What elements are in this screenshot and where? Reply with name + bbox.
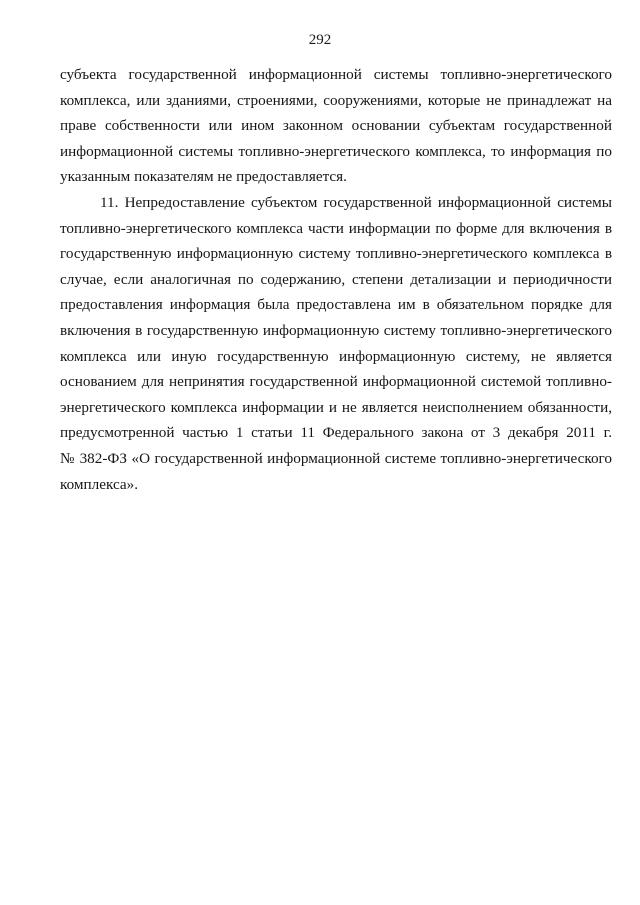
text-line: предусмотренной частью 1 статьи 11 Федерального закона от 3 декабря 2011 г. — [60, 424, 612, 442]
text-line: предоставления информация была предоставлена им в обязательном порядке для — [60, 296, 612, 314]
text-line: информационной системы топливно-энергетического комплекса, то информация по — [60, 142, 612, 160]
text-line: субъекта государственной информационной системы топливно-энергетического — [60, 66, 612, 83]
text-line: № 382-ФЗ «О государственной информационной системе топливно-энергетического — [60, 449, 612, 467]
text-line: основанием для непринятия государственной информационной системой топливно- — [60, 373, 612, 391]
text-line: случае, если аналогичная по содержанию, степени детализации и периодичности — [60, 270, 612, 288]
text-line: комплекса, или зданиями, строениями, сооружениями, которые не принадлежат на — [60, 91, 612, 109]
text-line: энергетического комплекса информации и не является неисполнением обязанности, — [60, 398, 612, 416]
text-line: комплекса». — [60, 475, 139, 493]
text-line: государственную информационную систему топливно-энергетического комплекса в — [60, 245, 612, 263]
text-line: топливно-энергетического комплекса части информации по форме для включения в — [60, 219, 612, 237]
text-line: комплекса или иную государственную информационную систему, не является — [60, 347, 612, 365]
document-body — [60, 62, 612, 497]
text-line: 11. Непредоставление субъектом государственной информационной системы — [100, 193, 612, 211]
paragraph-11 — [60, 190, 612, 497]
text-line: включения в государственную информационную систему топливно-энергетического — [60, 321, 612, 339]
page-number: 292 — [308, 32, 332, 48]
text-line: праве собственности или ином законном основании субъектам государственной — [60, 117, 612, 135]
text-line: указанным показателям не предоставляется. — [60, 168, 347, 186]
paragraph-continuation — [60, 62, 612, 190]
